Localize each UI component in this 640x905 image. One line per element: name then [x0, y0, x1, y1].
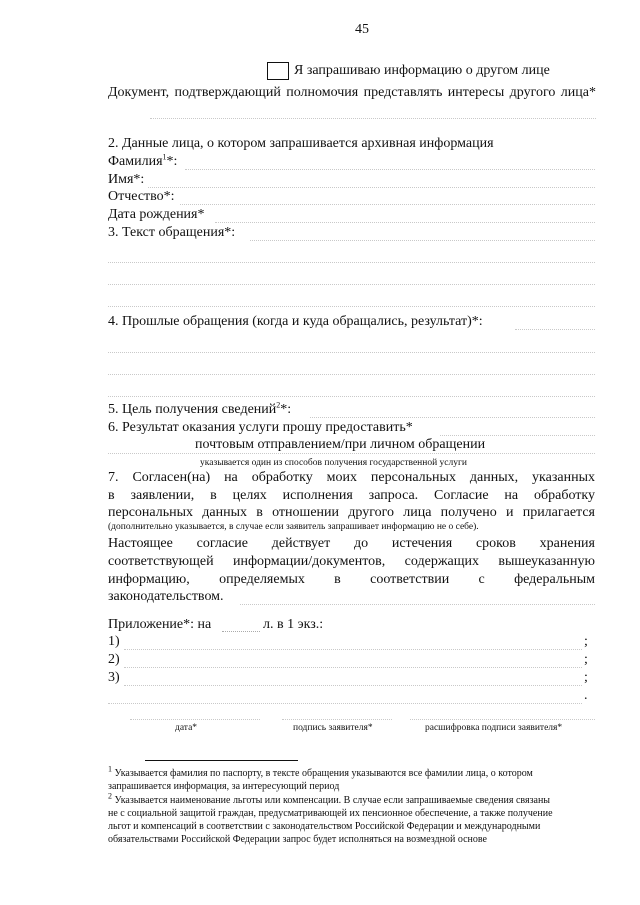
date-field[interactable] [130, 719, 260, 720]
result-method-value[interactable]: почтовым отправлением/при личном обращении [195, 437, 486, 452]
appeal-text-field-line[interactable] [108, 306, 595, 307]
past-appeals-field-line[interactable] [108, 396, 595, 397]
consent-duration-line-4: законодательством. [108, 589, 224, 604]
footnote1-ref: 1 [162, 152, 167, 162]
past-appeals-field-line[interactable] [108, 352, 595, 353]
appendix-item-3-field[interactable] [124, 685, 582, 686]
signature-caption: подпись заявителя* [293, 723, 373, 733]
consent-duration-line-3: информацию, определяемых в соответствии с федеральным [108, 572, 595, 587]
appeal-text-field-line[interactable] [108, 262, 595, 263]
result-method-hint: указывается один из способов получения государственной услуги [200, 458, 467, 468]
consent-line-2: в заявлении, в целях исполнения запроса. Согласие на обработку [108, 488, 595, 503]
consent-note: (дополнительно указывается, в случае если заявитель запрашивает информацию не о себе). [108, 522, 479, 532]
footnote-2-line-2: не с социальной защитой граждан, предусматривающей их пенсионное обеспечение, а также получение [108, 808, 553, 819]
consent-end-line [240, 604, 595, 605]
request-other-label: Я запрашиваю информацию о другом лице [294, 63, 550, 78]
footnote-2-line-3: льгот и компенсаций в соответствии с законодательством Российской Федерации и международными [108, 821, 541, 832]
appeal-text-field-line[interactable] [108, 284, 595, 285]
appendix-extra-field[interactable] [108, 703, 582, 704]
signature-decode-caption: расшифровка подписи заявителя* [425, 723, 563, 733]
footnote-1-line-2: запрашивается информация, за интересующий период [108, 781, 340, 792]
footnote2-ref: 2 [276, 400, 281, 410]
section5-text: 5. Цель получения сведений [108, 402, 277, 417]
name-field[interactable] [148, 187, 595, 188]
authority-document-text: Документ, подтверждающий полномочия представлять интересы другого лица* [108, 85, 596, 100]
footnote-separator [145, 760, 298, 761]
page-number: 45 [355, 22, 369, 37]
section4-title: 4. Прошлые обращения (когда и куда обращались, результат)*: [108, 314, 483, 329]
name-label: Имя*: [108, 172, 145, 187]
footnote-1-mark: 1 [108, 764, 112, 774]
signature-decode-field[interactable] [410, 719, 595, 720]
appendix-prefix: Приложение*: на [108, 617, 212, 632]
footnote-2-line-1 [108, 791, 551, 806]
result-method-line[interactable] [440, 435, 595, 436]
authority-document-field[interactable] [150, 118, 596, 119]
appeal-text-field-line[interactable] [250, 240, 595, 241]
surname-field[interactable] [185, 169, 595, 170]
purpose-field[interactable] [310, 417, 595, 418]
consent-duration-line-1: Настоящее согласие действует до истечения сроков хранения [108, 536, 595, 551]
footnote-2-mark: 2 [108, 791, 112, 801]
appendix-item-1-end: ; [584, 634, 588, 649]
section3-title: 3. Текст обращения*: [108, 225, 236, 240]
appendix-item-3-label: 3) [108, 670, 120, 685]
section5-tail: *: [280, 402, 292, 417]
birthdate-label: Дата рождения* [108, 207, 205, 222]
request-other-checkbox[interactable] [267, 62, 289, 80]
appendix-item-1-label: 1) [108, 634, 120, 649]
result-method-underline [108, 453, 595, 454]
appendix-item-2-end: ; [584, 652, 588, 667]
footnote-2-line-4: обязательствами Российской Федерации запрос будет исполняться на возмездной основе [108, 834, 487, 845]
section2-title: 2. Данные лица, о котором запрашивается архивная информация [108, 136, 494, 151]
patronymic-field[interactable] [180, 204, 595, 205]
surname-text: Фамилия [108, 154, 163, 169]
appendix-item-2-field[interactable] [124, 667, 582, 668]
surname-tail: *: [166, 154, 178, 169]
footnote-1-text: Указывается фамилия по паспорту, в тексте обращения указываются все фамилии лица, о котором [114, 768, 533, 779]
appendix-pages-field[interactable] [222, 631, 260, 632]
consent-line-1: 7. Согласен(на) на обработку моих персональных данных, указанных [108, 470, 595, 485]
patronymic-label: Отчество*: [108, 189, 175, 204]
birthdate-field[interactable] [215, 222, 595, 223]
footnote-1-line-1 [108, 764, 533, 779]
section6-title: 6. Результат оказания услуги прошу предоставить* [108, 420, 413, 435]
date-caption: дата* [175, 723, 198, 733]
past-appeals-field-line[interactable] [108, 374, 595, 375]
appendix-suffix: л. в 1 экз.: [263, 617, 324, 632]
appendix-item-1-field[interactable] [124, 649, 582, 650]
section5-title [108, 402, 291, 418]
past-appeals-field-line[interactable] [515, 329, 595, 330]
footnote-2-text: Указывается наименование льготы или компенсации. В случае если запрашиваемые сведения связаны [114, 795, 551, 806]
signature-field[interactable] [282, 719, 392, 720]
appendix-item-2-label: 2) [108, 652, 120, 667]
consent-line-3: персональных данных в отношении другого лица получено и прилагается [108, 505, 595, 520]
appendix-final-end: . [584, 688, 588, 703]
surname-label [108, 154, 177, 170]
consent-duration-line-2: соответствующей информации/документов, содержащих вышеуказанную [108, 554, 595, 569]
appendix-item-3-end: ; [584, 670, 588, 685]
